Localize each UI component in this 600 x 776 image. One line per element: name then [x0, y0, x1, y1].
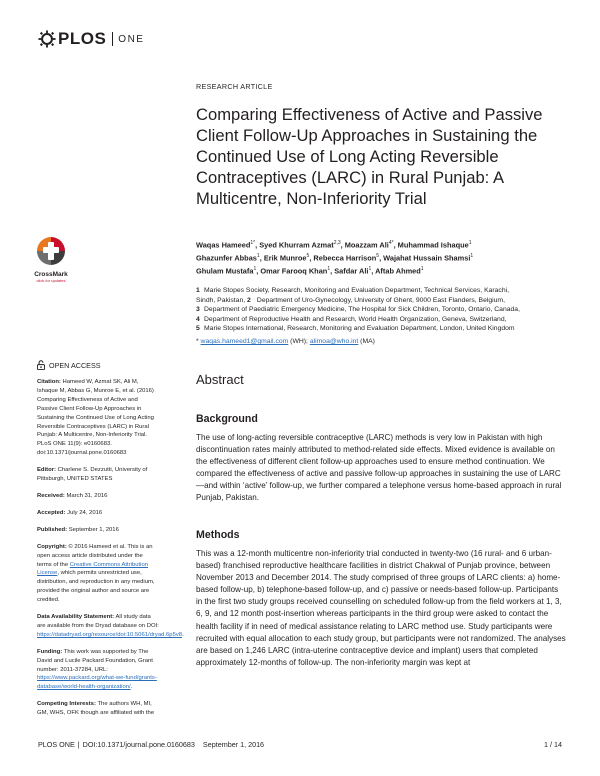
email-link-wh[interactable]: waqas.hameed1@gmail.com	[200, 338, 289, 345]
article-type: RESEARCH ARTICLE	[196, 82, 273, 91]
affiliation-number: 5	[196, 325, 200, 333]
citation-block	[37, 378, 159, 458]
received-block	[37, 492, 159, 501]
author-affiliation-sup: 1	[327, 266, 331, 273]
plos-one-logo[interactable]	[38, 30, 144, 48]
crossmark-sublabel: click for updates	[36, 278, 66, 283]
author-affiliation-sup: 1	[253, 266, 257, 273]
logo-journal-text: ONE	[118, 33, 145, 45]
copyright-text: © 2016 Hameed et al. This is an open access article distributed under the terms of the	[37, 543, 153, 568]
editor-label: Editor:	[37, 467, 56, 474]
accepted-date: July 24, 2016	[67, 509, 103, 516]
data-availability-end: .	[182, 631, 184, 638]
received-label: Received:	[37, 492, 65, 499]
data-availability-text: All study data are available from the Dryad database on DOI:	[37, 614, 159, 629]
article-metadata	[37, 378, 184, 726]
author-name: Rebecca Harrison	[313, 253, 377, 263]
crossmark-label: CrossMark	[34, 271, 68, 278]
background-heading: Background	[196, 413, 258, 425]
author-affiliation-sup: 1	[368, 266, 372, 273]
affiliation-line	[196, 315, 576, 325]
author-affiliation-sup: 2,3	[333, 240, 341, 246]
affiliation-number: 2	[247, 296, 251, 304]
methods-text: This was a 12-month multicentre non-inferiority trial conducted in twenty-two (16 rural- and 6 urban-based) franchised reproductive healthcare facilities in district Chakwal of Punjab province, between November 2013 and December 2014. The study comprised of three groups of LARC clients: a) home-based follow-up, b) telephone-based follow-up, and c) passive or needs-based follow-up. Participants in the first two study groups received counselling on scheduled follow-up from the field workers at 1, 3, 6, 9, and 12 month post-insertion whereas participants in the third group were asked to contact the health facility if in need of medical assistance relating to LARC method use. Study participants were recruited with equal allocation to each study group, but participants were not randomized. The analyses are based on 1,246 LARC (intra-uterine contraceptive device and implant) users that completed approximately 12-months of follow-up. The non-inferiority margin was kept at	[196, 549, 566, 667]
email-link-ma[interactable]: alimoa@who.int	[309, 338, 359, 345]
affiliation-text: Department of Paediatric Emergency Medicine, The Hospital for Sick Children, Toronto, Ontario, Canada,	[204, 306, 520, 314]
funding-label: Funding:	[37, 648, 63, 655]
author-name: Safdar Ali	[334, 266, 369, 276]
dryad-link[interactable]: https://datadryad.org/resource/doi:10.5061/dryad.6p5v8	[37, 631, 183, 638]
copyright-block	[37, 543, 159, 605]
affiliation-line	[196, 296, 576, 306]
competing-interests-text: The authors WH, MI, GM, WHS, OFK though are affiliated with the	[37, 701, 155, 717]
published-date: September 1, 2016	[68, 526, 119, 533]
author-line-3: Ghulam Mustafa$^1$, Omar Farooq Khan$^1$, Safdar Ali$^1$, Aftab Ahmed$^1$	[196, 266, 424, 276]
methods-heading: Methods	[196, 529, 240, 541]
author-name: Waqas Hameed	[196, 240, 251, 250]
plos-logo-icon	[38, 30, 56, 48]
author-name: Ghazunfer Abbas	[196, 253, 257, 263]
competing-interests-block	[37, 700, 159, 718]
affiliation-number: 3	[196, 306, 200, 314]
author-list	[196, 238, 566, 277]
affiliation-text: Sindh, Pakistan,	[196, 296, 246, 304]
data-availability-label: Data Availability Statement:	[37, 614, 115, 621]
editor-block	[37, 466, 159, 484]
author-name: Wajahat Hussain Shamsi	[383, 253, 471, 263]
funding-link[interactable]: https://www.packard.org/what-we-fund/grants-database/world-health-organization/	[37, 675, 157, 691]
affiliations	[196, 286, 576, 334]
open-access-text: OPEN ACCESS	[49, 360, 101, 370]
received-date: March 31, 2016	[66, 492, 108, 499]
author-affiliation-sup: 1	[468, 240, 472, 246]
affiliation-line	[196, 305, 576, 315]
logo-divider	[112, 32, 113, 46]
crossmark-badge[interactable]	[31, 236, 71, 283]
author-affiliation-sup: 4*	[388, 240, 394, 246]
author-affiliation-sup: 1	[256, 253, 260, 260]
funding-block	[37, 648, 159, 693]
page-number: 1 / 14	[544, 740, 562, 749]
author-name: Moazzam Ali	[344, 240, 389, 250]
open-lock-icon	[37, 360, 45, 370]
copyright-text-end: , which permits unrestricted use, distribution, and reproduction in any medium, provided the original author and source are credited.	[37, 570, 155, 604]
license-link[interactable]: Creative Commons Attribution License	[37, 561, 148, 577]
citation-text: Hameed W, Azmat SK, Ali M, Ishaque M, Abbas G, Munroe E, et al. (2016) Comparing Effectiveness of Active and Passive Client Follow-Up Approaches in Sustaining the Continued Use of Long Acting Reversible Contraceptives (LARC) in Rural Punjab: A Multicentre, Non-Inferiority Trial. PLoS ONE 11(9): e0160683. doi:10.1371/journal.pone.0160683	[37, 379, 154, 457]
affiliation-text: Marie Stopes International, Research, Monitoring and Evaluation Department, London, United Kingdom	[204, 325, 515, 333]
citation-label: Citation:	[37, 379, 61, 385]
data-availability-block	[37, 613, 184, 640]
affiliation-text: Department of Uro-Gynecology, University of Ghent, 9000 East Flanders, Belgium,	[256, 296, 505, 304]
author-name: Syed Khurram Azmat	[259, 240, 334, 250]
footer-separator: |	[77, 740, 80, 749]
abstract-heading: Abstract	[196, 372, 244, 387]
author-name: Ghulam Mustafa	[196, 266, 254, 276]
competing-interests-label: Competing Interests:	[37, 701, 96, 708]
footer-journal: PLOS ONE	[38, 740, 75, 749]
affiliation-number: 1	[196, 287, 200, 294]
corresponding-emails	[196, 338, 375, 345]
copyright-label: Copyright:	[37, 543, 67, 550]
affiliation-line	[196, 286, 576, 296]
email-owner-ma: (MA)	[358, 338, 375, 345]
logo-plos-text: PLOS	[58, 29, 107, 48]
author-name: Omar Farooq Khan	[260, 266, 328, 276]
open-access-label	[37, 360, 101, 370]
author-affiliation-sup: 1	[420, 266, 424, 273]
background-text: The use of long-acting reversible contraceptive (LARC) methods is very low in Pakistan with high discontinuation rates mainly attributed to method-related side effects. Mixed evidence is available on the effectiveness of different client follow-up approaches used to ensure method continuation. We compared the effectiveness of active and passive follow-up approaches in sustaining the use of LARC—and within ‘active’ follow-up, we further compared a telephone versus home-based approach in rural Punjab, Pakistan.	[196, 433, 562, 503]
author-affiliation-sup: 1*	[250, 240, 256, 246]
affiliation-line	[196, 324, 576, 334]
affiliation-text: Marie Stopes Society, Research, Monitoring and Evaluation Department, Technical Services, Karachi,	[204, 287, 510, 294]
affiliation-text: Department of Reproductive Health and Research, World Health Organization, Geneva, Switzerland,	[204, 315, 507, 323]
footer-doi: DOI:10.1371/journal.pone.0160683	[82, 740, 195, 749]
author-affiliation-sup: 5	[376, 253, 380, 260]
published-label: Published:	[37, 526, 68, 533]
page-footer	[38, 740, 562, 749]
author-name: Aftab Ahmed	[375, 266, 421, 276]
published-block	[37, 526, 159, 535]
affiliation-number: 4	[196, 315, 200, 323]
author-name: Erik Munroe	[263, 253, 307, 263]
author-affiliation-sup: 1	[470, 253, 474, 260]
crossmark-icon	[36, 236, 66, 270]
author-name: Muhammad Ishaque	[397, 240, 469, 250]
author-line-1: Waqas Hameed$^{1*}$, Syed Khurram Azmat$^{2,3}$, Moazzam Ali$^{4*}$, Muhammad Ishaque$^1$	[196, 240, 472, 250]
editor-text: Charlene S. Dezzutti, University of Pittsburgh, UNITED STATES	[37, 467, 148, 483]
article-title: Comparing Effectiveness of Active and Passive Client Follow-Up Approaches in Sustaining the Continued Use of Long Acting Reversible Contraceptives (LARC) in Rural Punjab: A Multicentre, Non-Inferiority Trial	[196, 105, 543, 208]
accepted-block	[37, 509, 159, 518]
author-affiliation-sup: 5	[306, 253, 310, 260]
accepted-label: Accepted:	[37, 509, 66, 516]
author-line-2: Ghazunfer Abbas$^1$, Erik Munroe$^5$, Rebecca Harrison$^5$, Wajahat Hussain Shamsi$^1$	[196, 253, 474, 263]
funding-text-end: .	[130, 684, 133, 691]
corresponding-marker: *	[196, 338, 199, 345]
funding-text: This work was supported by The David and Lucile Packard Foundation, Grant number: 2011-37284, URL:	[37, 648, 153, 673]
email-owner-wh: (WH);	[288, 338, 310, 345]
footer-date: September 1, 2016	[202, 740, 265, 749]
